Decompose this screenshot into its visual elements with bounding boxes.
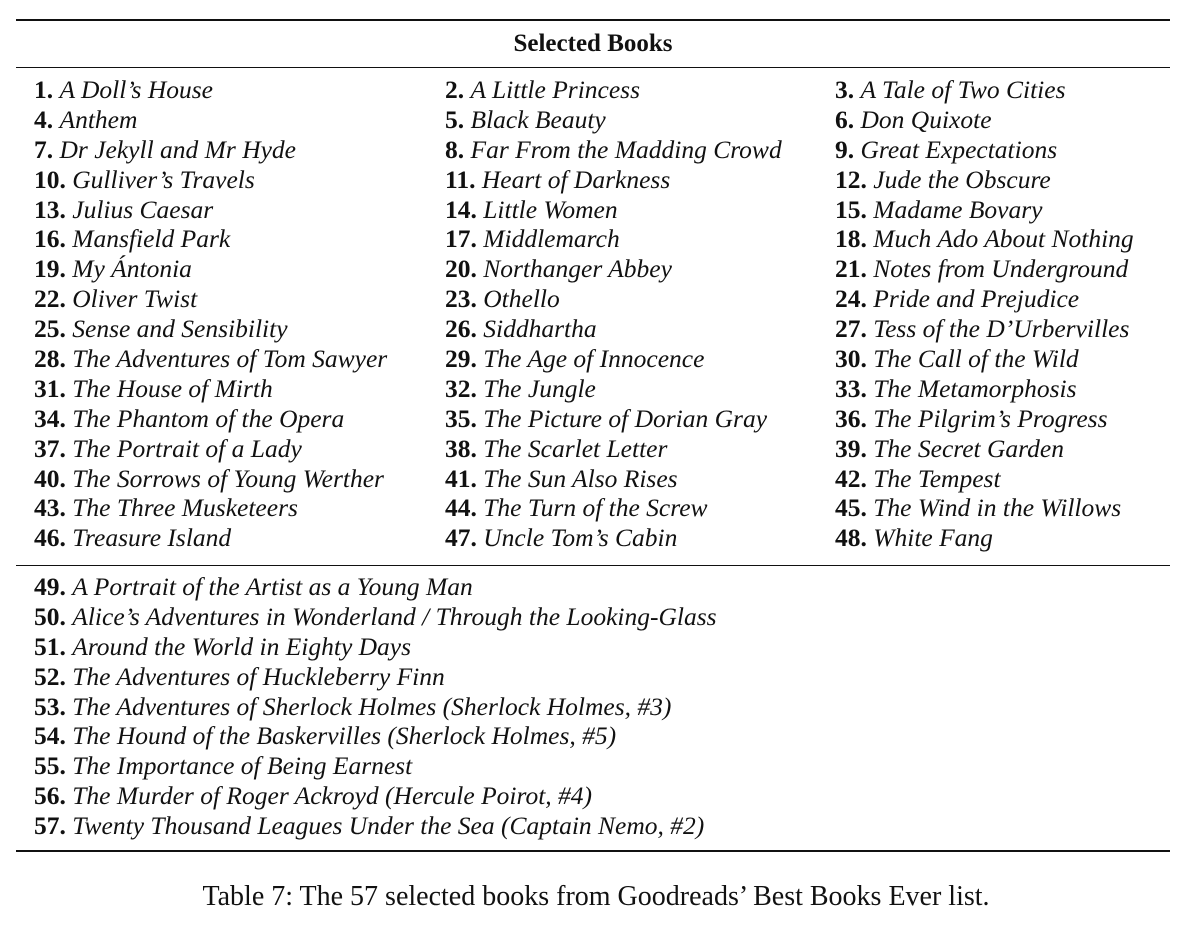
book-number: 44. [445, 493, 477, 523]
book-entry [34, 602, 717, 632]
book-number: 48. [835, 523, 867, 553]
book-entry [835, 464, 1134, 494]
books-column-2 [445, 75, 782, 553]
book-title: The House of Mirth [72, 373, 273, 403]
book-entry [34, 632, 717, 662]
book-title: Gulliver’s Travels [72, 164, 255, 194]
book-title: Julius Caesar [72, 194, 214, 224]
book-number: 53. [34, 691, 66, 721]
book-number: 28. [34, 344, 66, 374]
book-entry [34, 105, 387, 135]
book-entry [835, 254, 1134, 284]
book-number: 46. [34, 523, 66, 553]
book-title: A Little Princess [470, 75, 641, 104]
book-title: The Pilgrim’s Progress [873, 403, 1108, 433]
book-title: Middlemarch [483, 224, 620, 254]
books-column-1 [34, 75, 387, 553]
book-number: 31. [34, 373, 66, 403]
book-title: The Portrait of a Lady [72, 433, 302, 463]
book-entry [445, 224, 782, 254]
book-entry [445, 75, 782, 105]
book-entry [34, 692, 717, 722]
book-number: 55. [34, 751, 66, 781]
book-entry [34, 374, 387, 404]
book-number: 45. [835, 493, 867, 523]
book-entry [34, 811, 717, 841]
book-number: 14. [445, 194, 477, 224]
book-number: 47. [445, 523, 477, 553]
book-entry [34, 464, 387, 494]
book-number: 21. [835, 254, 867, 284]
book-number: 20. [445, 254, 477, 284]
book-title: The Hound of the Baskervilles (Sherlock Holmes, #5) [72, 721, 617, 751]
book-title: A Tale of Two Cities [860, 75, 1066, 104]
book-number: 19. [34, 254, 66, 284]
book-entry [34, 165, 387, 195]
book-number: 11. [445, 164, 476, 194]
book-title: The Jungle [483, 373, 596, 403]
book-number: 43. [34, 493, 66, 523]
book-number: 51. [34, 631, 66, 661]
book-entry [445, 464, 782, 494]
book-title: Siddhartha [483, 314, 597, 344]
book-entry [34, 344, 387, 374]
book-title: Northanger Abbey [483, 254, 672, 284]
book-title: The Secret Garden [873, 433, 1064, 463]
book-entry [34, 75, 387, 105]
book-title: The Adventures of Sherlock Holmes (Sherlock Holmes, #3) [72, 691, 672, 721]
book-title: Uncle Tom’s Cabin [483, 523, 678, 553]
book-entry [835, 314, 1134, 344]
book-title: Around the World in Eighty Days [72, 631, 412, 661]
book-title: Jude the Obscure [873, 164, 1051, 194]
book-number: 57. [34, 811, 66, 841]
book-title: Mansfield Park [72, 224, 231, 254]
book-number: 4. [34, 104, 54, 134]
book-number: 30. [835, 344, 867, 374]
book-number: 22. [34, 284, 66, 314]
book-title: The Metamorphosis [873, 373, 1077, 403]
book-entry [835, 374, 1134, 404]
book-entry [445, 493, 782, 523]
book-number: 13. [34, 194, 66, 224]
book-number: 33. [835, 373, 867, 403]
table-header: Selected Books [513, 30, 673, 57]
book-number: 56. [34, 781, 66, 811]
book-entry [34, 662, 717, 692]
book-number: 16. [34, 224, 66, 254]
book-title: The Murder of Roger Ackroyd (Hercule Poirot, #4) [72, 781, 593, 811]
book-number: 12. [835, 164, 867, 194]
book-title: Treasure Island [72, 523, 232, 553]
book-entry [835, 523, 1134, 553]
book-entry [835, 404, 1134, 434]
book-title: The Importance of Being Earnest [72, 751, 413, 781]
mid-rule [16, 565, 1170, 566]
book-entry [835, 434, 1134, 464]
book-title: Pride and Prejudice [873, 284, 1080, 314]
book-entry [34, 751, 717, 781]
book-entry [445, 404, 782, 434]
book-number: 29. [445, 344, 477, 374]
book-number: 40. [34, 463, 66, 493]
book-title: Alice’s Adventures in Wonderland / Through the Looking-Glass [72, 601, 717, 631]
book-entry [445, 314, 782, 344]
book-number: 37. [34, 433, 66, 463]
book-entry [34, 781, 717, 811]
book-entry [34, 284, 387, 314]
book-entry [445, 284, 782, 314]
table-caption: Table 7: The 57 selected books from Goodreads’ Best Books Ever list. [202, 881, 990, 912]
book-title: Anthem [59, 104, 138, 134]
book-title: Little Women [483, 194, 618, 224]
book-entry [34, 434, 387, 464]
book-entry [835, 135, 1134, 165]
book-title: Twenty Thousand Leagues Under the Sea (Captain Nemo, #2) [72, 811, 705, 841]
book-title: Black Beauty [470, 104, 606, 134]
book-entry [445, 165, 782, 195]
book-entry [34, 523, 387, 553]
book-entry [34, 254, 387, 284]
book-number: 41. [445, 463, 477, 493]
book-title: My Ántonia [72, 254, 192, 284]
book-title: Madame Bovary [873, 194, 1043, 224]
top-rule [16, 19, 1170, 21]
book-title: Don Quixote [860, 104, 992, 134]
book-title: The Sorrows of Young Werther [72, 463, 384, 493]
book-number: 18. [835, 224, 867, 254]
book-entry [835, 165, 1134, 195]
book-entry [445, 254, 782, 284]
book-entry [34, 224, 387, 254]
book-title: Tess of the D’Urbervilles [873, 314, 1130, 344]
books-column-3 [835, 75, 1134, 553]
book-number: 15. [835, 194, 867, 224]
long-titles-list [34, 572, 717, 841]
book-number: 27. [835, 314, 867, 344]
book-number: 42. [835, 463, 867, 493]
book-title: The Turn of the Screw [483, 493, 708, 523]
book-entry [835, 224, 1134, 254]
book-entry [445, 523, 782, 553]
book-number: 52. [34, 661, 66, 691]
book-entry [835, 75, 1134, 105]
book-number: 25. [34, 314, 66, 344]
book-entry [445, 105, 782, 135]
book-title: Oliver Twist [72, 284, 198, 314]
book-number: 35. [445, 403, 477, 433]
book-number: 5. [445, 104, 465, 134]
book-title: Sense and Sensibility [72, 314, 288, 344]
book-entry [34, 404, 387, 434]
book-title: A Portrait of the Artist as a Young Man [72, 572, 473, 601]
book-title: White Fang [873, 523, 993, 553]
book-number: 1. [34, 75, 54, 104]
book-entry [34, 721, 717, 751]
book-title: The Phantom of the Opera [72, 403, 345, 433]
book-entry [34, 314, 387, 344]
book-number: 9. [835, 134, 855, 164]
book-entry [34, 195, 387, 225]
book-title: The Call of the Wild [873, 344, 1079, 374]
book-entry [34, 572, 717, 602]
book-number: 34. [34, 403, 66, 433]
book-entry [445, 135, 782, 165]
book-number: 10. [34, 164, 66, 194]
book-number: 39. [835, 433, 867, 463]
book-number: 3. [835, 75, 855, 104]
book-entry [445, 434, 782, 464]
book-entry [835, 284, 1134, 314]
book-title: A Doll’s House [59, 75, 213, 104]
book-title: The Adventures of Huckleberry Finn [72, 661, 445, 691]
book-number: 24. [835, 284, 867, 314]
book-title: Dr Jekyll and Mr Hyde [59, 134, 296, 164]
book-number: 36. [835, 403, 867, 433]
book-title: Notes from Underground [873, 254, 1129, 284]
book-title: The Tempest [873, 463, 1001, 493]
book-number: 50. [34, 601, 66, 631]
book-number: 17. [445, 224, 477, 254]
book-title: The Wind in the Willows [873, 493, 1122, 523]
book-entry [835, 344, 1134, 374]
book-title: The Adventures of Tom Sawyer [72, 344, 388, 374]
book-entry [445, 374, 782, 404]
book-number: 32. [445, 373, 477, 403]
book-number: 26. [445, 314, 477, 344]
book-entry [835, 493, 1134, 523]
book-entry [445, 195, 782, 225]
bottom-rule [16, 850, 1170, 852]
book-entry [34, 493, 387, 523]
book-number: 38. [445, 433, 477, 463]
book-entry [445, 344, 782, 374]
book-entry [835, 105, 1134, 135]
book-title: The Picture of Dorian Gray [483, 403, 768, 433]
book-entry [34, 135, 387, 165]
book-number: 8. [445, 134, 465, 164]
book-title: The Sun Also Rises [483, 463, 678, 493]
book-number: 54. [34, 721, 66, 751]
book-number: 6. [835, 104, 855, 134]
book-number: 7. [34, 134, 54, 164]
book-title: Othello [483, 284, 560, 314]
book-title: The Three Musketeers [72, 493, 298, 523]
book-number: 23. [445, 284, 477, 314]
book-title: Much Ado About Nothing [873, 224, 1134, 254]
book-title: Far From the Madding Crowd [470, 134, 782, 164]
book-title: Heart of Darkness [481, 164, 671, 194]
header-rule [16, 67, 1170, 68]
book-entry [835, 195, 1134, 225]
book-title: Great Expectations [860, 134, 1058, 164]
book-number: 2. [445, 75, 465, 104]
book-number: 49. [34, 572, 66, 601]
book-title: The Age of Innocence [483, 344, 705, 374]
book-title: The Scarlet Letter [483, 433, 668, 463]
